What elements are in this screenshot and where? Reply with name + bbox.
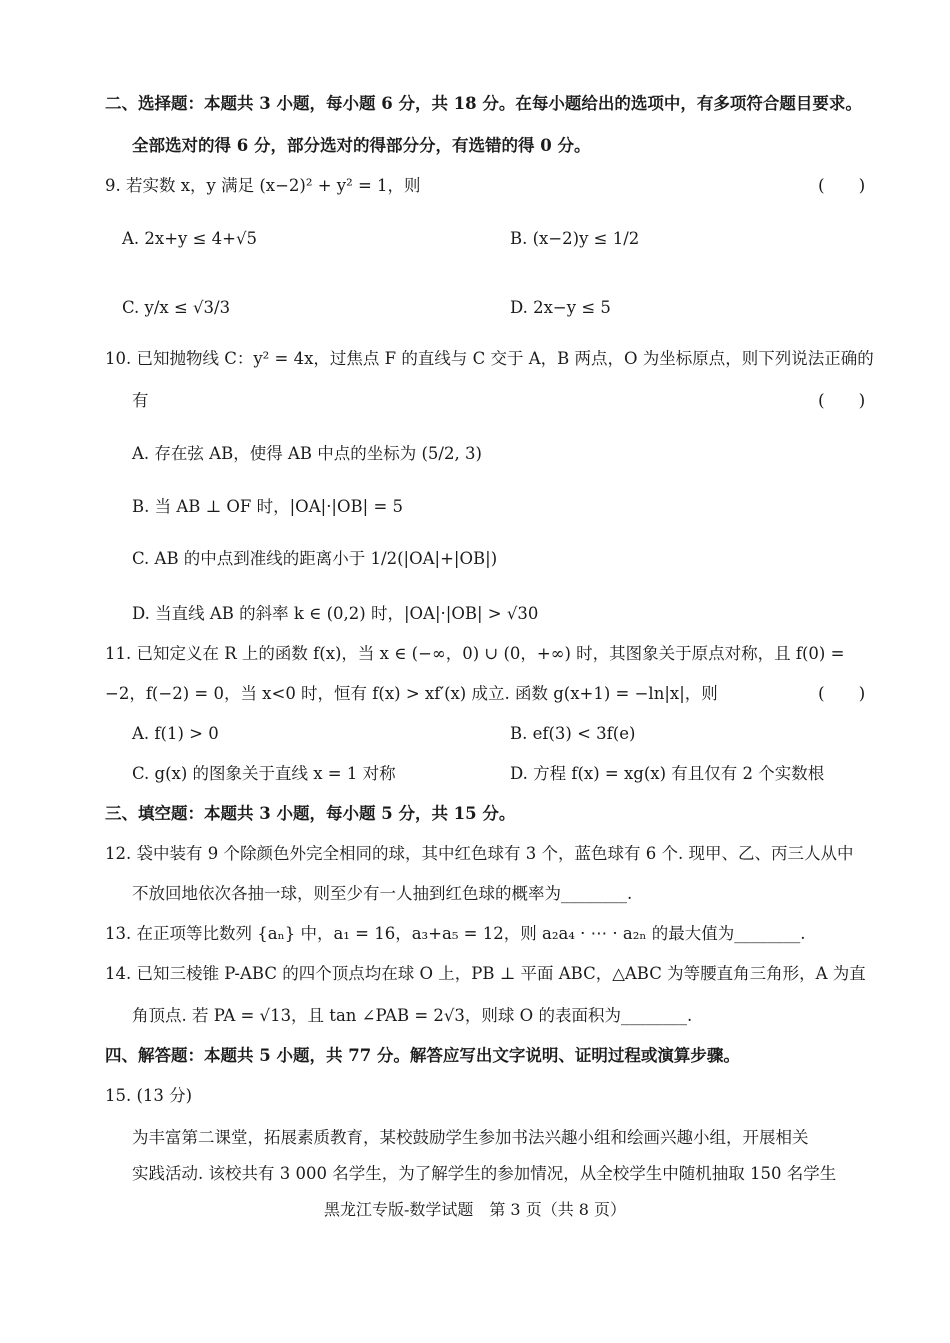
q11-option-b: B. ef(3) < 3f(e) (510, 724, 636, 743)
section3-header: 三、填空题：本题共 3 小题，每小题 5 分，共 15 分。 (105, 804, 516, 823)
page-footer: 黑龙江专版-数学试题 第 3 页（共 8 页） (323, 1200, 627, 1219)
q10-option-c: C. AB 的中点到准线的距离小于 1/2(|OA|+|OB|) (132, 549, 498, 568)
q12-line2: 不放回地依次各抽一球，则至少有一人抽到红色球的概率为________. (132, 884, 633, 903)
q9-option-d: D. 2x−y ≤ 5 (510, 298, 611, 317)
q9-option-c: C. y/x ≤ √3/3 (122, 298, 231, 317)
section2-header-line2: 全部选对的得 6 分，部分选对的得部分分，有选错的得 0 分。 (132, 136, 591, 155)
q15-label: 15. (13 分) (105, 1086, 193, 1105)
q11-option-a: A. f(1) > 0 (132, 724, 219, 743)
q9-answer-paren: ( ) (818, 176, 866, 196)
q14-line1: 14. 已知三棱锥 P-ABC 的四个顶点均在球 O 上，PB ⊥ 平面 ABC，△ABC 为等腰直角三角形，A 为直 (105, 964, 866, 983)
q10-answer-paren: ( ) (818, 391, 866, 411)
q9-option-a: A. 2x+y ≤ 4+√5 (122, 229, 258, 248)
q9-stem: 9. 若实数 x，y 满足 (x−2)² + y² = 1，则 (105, 176, 421, 195)
q12-line1: 12. 袋中装有 9 个除颜色外完全相同的球，其中红色球有 3 个，蓝色球有 6 个. 现甲、乙、丙三人从中 (105, 844, 854, 863)
q11-stem-line1: 11. 已知定义在 R 上的函数 f(x)，当 x ∈ (−∞，0) ∪ (0，+∞) 时，其图象关于原点对称，且 f(0) = (105, 644, 845, 663)
q10-option-d: D. 当直线 AB 的斜率 k ∈ (0,2) 时，|OA|·|OB| > √30 (132, 604, 539, 623)
q9-option-b: B. (x−2)y ≤ 1/2 (510, 229, 640, 248)
q11-option-d: D. 方程 f(x) = xg(x) 有且仅有 2 个实数根 (510, 764, 825, 783)
section2-header-line1: 二、选择题：本题共 3 小题，每小题 6 分，共 18 分。在每小题给出的选项中，有多项符合题目要求。 (105, 94, 862, 113)
q15-line2: 实践活动. 该校共有 3 000 名学生，为了解学生的参加情况，从全校学生中随机抽取 150 名学生 (132, 1164, 837, 1183)
q11-stem-line2: −2，f(−2) = 0，当 x<0 时，恒有 f(x) > xf′(x) 成立. 函数 g(x+1) = −ln|x|，则 (105, 684, 718, 703)
q14-line2: 角顶点. 若 PA = √13，且 tan ∠PAB = 2√3，则球 O 的表面积为________. (132, 1006, 693, 1025)
q13: 13. 在正项等比数列 {aₙ} 中，a₁ = 16，a₃+a₅ = 12，则 a₂a₄ · ⋯ · a₂ₙ 的最大值为________. (105, 924, 806, 943)
q15-line1: 为丰富第二课堂，拓展素质教育，某校鼓励学生参加书法兴趣小组和绘画兴趣小组，开展相关 (132, 1128, 809, 1147)
q10-stem-line2: 有 (132, 391, 149, 410)
q11-answer-paren: ( ) (818, 684, 866, 704)
q10-option-a: A. 存在弦 AB，使得 AB 中点的坐标为 (5/2, 3) (132, 444, 482, 463)
q10-option-b: B. 当 AB ⊥ OF 时，|OA|·|OB| = 5 (132, 497, 404, 516)
section4-header: 四、解答题：本题共 5 小题，共 77 分。解答应写出文字说明、证明过程或演算步骤。 (105, 1046, 740, 1065)
q10-stem-line1: 10. 已知抛物线 C：y² = 4x，过焦点 F 的直线与 C 交于 A，B 两点，O 为坐标原点，则下列说法正确的 (105, 349, 874, 368)
q11-option-c: C. g(x) 的图象关于直线 x = 1 对称 (132, 764, 396, 783)
